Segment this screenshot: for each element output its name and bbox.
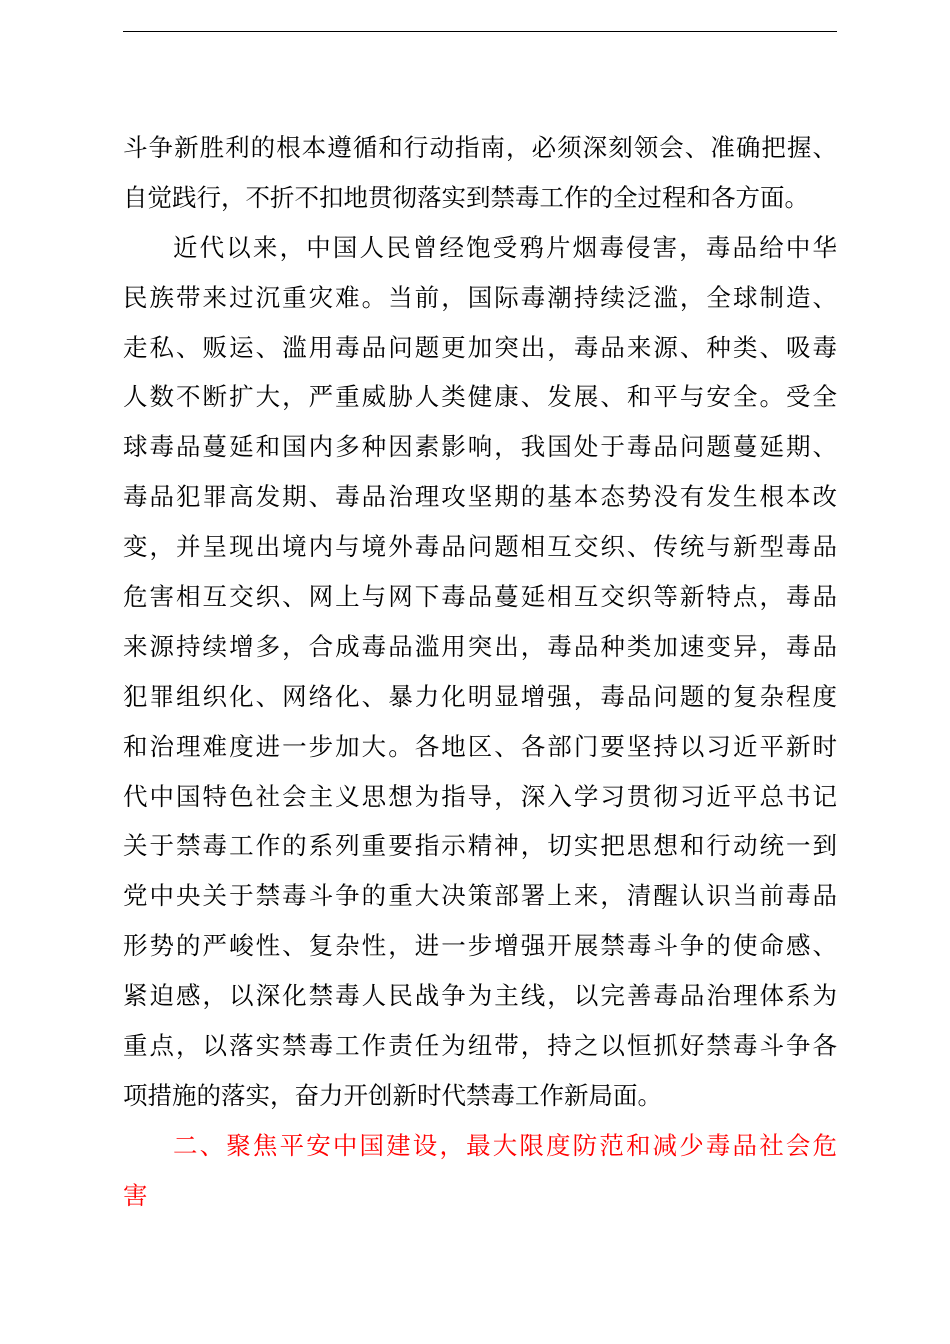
- text-line: 党中央关于禁毒斗争的重大决策部署上来，清醒认识当前毒品: [123, 881, 837, 911]
- text-line: 毒品犯罪高发期、毒品治理攻坚期的基本态势没有发生根本改: [123, 482, 837, 512]
- text-line: 和治理难度进一步加大。各地区、各部门要坚持以习近平新时: [123, 731, 837, 761]
- section-heading-line: 害: [123, 1180, 148, 1210]
- text-line: 变，并呈现出境内与境外毒品问题相互交织、传统与新型毒品: [123, 532, 837, 562]
- text-line: 关于禁毒工作的系列重要指示精神，切实把思想和行动统一到: [123, 831, 837, 861]
- text-line: 自觉践行，不折不扣地贯彻落实到禁毒工作的全过程和各方面。: [123, 182, 809, 212]
- text-line: 人数不断扩大，严重威胁人类健康、发展、和平与安全。受全: [123, 382, 837, 412]
- text-line: 项措施的落实，奋力开创新时代禁毒工作新局面。: [123, 1080, 662, 1110]
- section-heading-line: 二、聚焦平安中国建设，最大限度防范和减少毒品社会危: [173, 1130, 837, 1160]
- text-line: 犯罪组织化、网络化、暴力化明显增强，毒品问题的复杂程度: [123, 681, 837, 711]
- document-body: [123, 123, 837, 1221]
- text-line: 走私、贩运、滥用毒品问题更加突出，毒品来源、种类、吸毒: [123, 332, 837, 362]
- section-heading: [123, 1121, 837, 1221]
- header-rule: [123, 31, 837, 32]
- text-line: 斗争新胜利的根本遵循和行动指南，必须深刻领会、准确把握、: [123, 133, 837, 162]
- text-line: 近代以来，中国人民曾经饱受鸦片烟毒侵害，毒品给中华: [173, 232, 837, 262]
- text-line: 球毒品蔓延和国内多种因素影响，我国处于毒品问题蔓延期、: [123, 432, 837, 462]
- text-line: 来源持续增多，合成毒品滥用突出，毒品种类加速变异，毒品: [123, 631, 837, 661]
- paragraph-continued: [123, 123, 837, 223]
- text-line: 危害相互交织、网上与网下毒品蔓延相互交织等新特点，毒品: [123, 582, 837, 612]
- text-line: 民族带来过沉重灾难。当前，国际毒潮持续泛滥，全球制造、: [123, 282, 837, 312]
- text-line: 重点，以落实禁毒工作责任为纽带，持之以恒抓好禁毒斗争各: [123, 1031, 837, 1061]
- text-line: 形势的严峻性、复杂性，进一步增强开展禁毒斗争的使命感、: [123, 931, 837, 961]
- text-line: 紧迫感，以深化禁毒人民战争为主线，以完善毒品治理体系为: [123, 981, 837, 1011]
- text-line: 代中国特色社会主义思想为指导，深入学习贯彻习近平总书记: [123, 781, 837, 811]
- paragraph-main: [123, 223, 837, 1121]
